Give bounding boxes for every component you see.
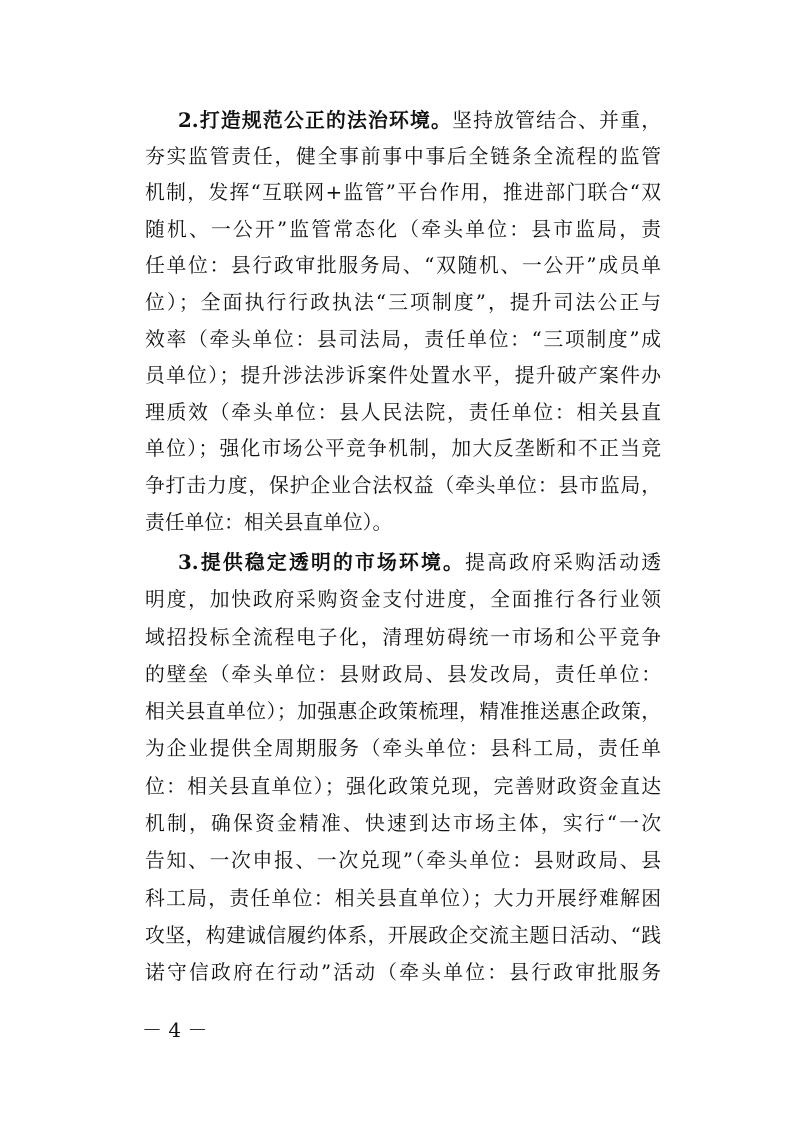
paragraph-market-environment (145, 544, 661, 992)
body-line: 机制，确保资金精准、快速到达市场主体，实行“一次 (145, 812, 661, 836)
body-line: 告知、一次申报、一次兑现”（牵头单位：县财政局、县 (145, 849, 661, 873)
page-number: － 4 － (142, 1018, 208, 1042)
paragraph-first-line (145, 544, 661, 581)
body-line: 员单位）；提升涉法涉诉案件处置水平，提升破产案件办 (145, 364, 661, 388)
body-line: 位）；全面执行行政执法“三项制度”，提升司法公正与 (145, 290, 661, 314)
body-line: 诺守信政府在行动”活动（牵头单位：县行政审批服务 (145, 961, 661, 985)
body-line: 攻坚，构建诚信履约体系，开展政企交流主题日活动、“践 (145, 923, 661, 947)
paragraph-first-line-text: 坚持放管结合、并重， (452, 109, 661, 132)
body-line: 任单位：县行政审批服务局、“双随机、一公开”成员单 (145, 254, 661, 278)
paragraph-first-line (145, 102, 661, 139)
body-line: 为企业提供全周期服务（牵头单位：县科工局，责任单 (145, 737, 661, 761)
paragraph-rule-of-law-environment (145, 102, 661, 541)
body-line: 相关县直单位）；加强惠企政策梳理，精准推送惠企政策， (145, 700, 661, 724)
body-line: 单位）；强化市场公平竞争机制，加大反垄断和不正当竞 (145, 437, 661, 461)
paragraph-heading: 2.打造规范公正的法治环境。 (178, 108, 453, 132)
body-line: 随机、一公开”监管常态化（牵头单位：县市监局，责 (145, 217, 661, 241)
body-line: 效率（牵头单位：县司法局，责任单位：“三项制度”成 (145, 327, 661, 351)
body-line: 科工局，责任单位：相关县直单位）；大力开展纾难解困 (145, 886, 661, 910)
body-line: 理质效（牵头单位：县人民法院，责任单位：相关县直 (145, 400, 661, 424)
body-line: 的壁垒（牵头单位：县财政局、县发改局，责任单位： (145, 662, 661, 686)
body-line: 争打击力度，保护企业合法权益（牵头单位：县市监局， (145, 473, 661, 497)
body-line: 夯实监管责任，健全事前事中事后全链条全流程的监管 (145, 144, 661, 168)
body-line: 机制，发挥“互联网+监管”平台作用，推进部门联合“双 (145, 181, 661, 205)
body-line: 域招投标全流程电子化，清理妨碍统一市场和公平竞争 (145, 625, 661, 649)
body-line: 位：相关县直单位）；强化政策兑现，完善财政资金直达 (145, 774, 661, 798)
body-line-last: 责任单位：相关县直单位）。 (145, 510, 393, 534)
paragraph-heading: 3.提供稳定透明的市场环境。 (178, 550, 466, 574)
body-line: 明度，加快政府采购资金支付进度，全面推行各行业领 (145, 588, 661, 612)
paragraph-first-line-text: 提高政府采购活动透 (465, 551, 661, 574)
